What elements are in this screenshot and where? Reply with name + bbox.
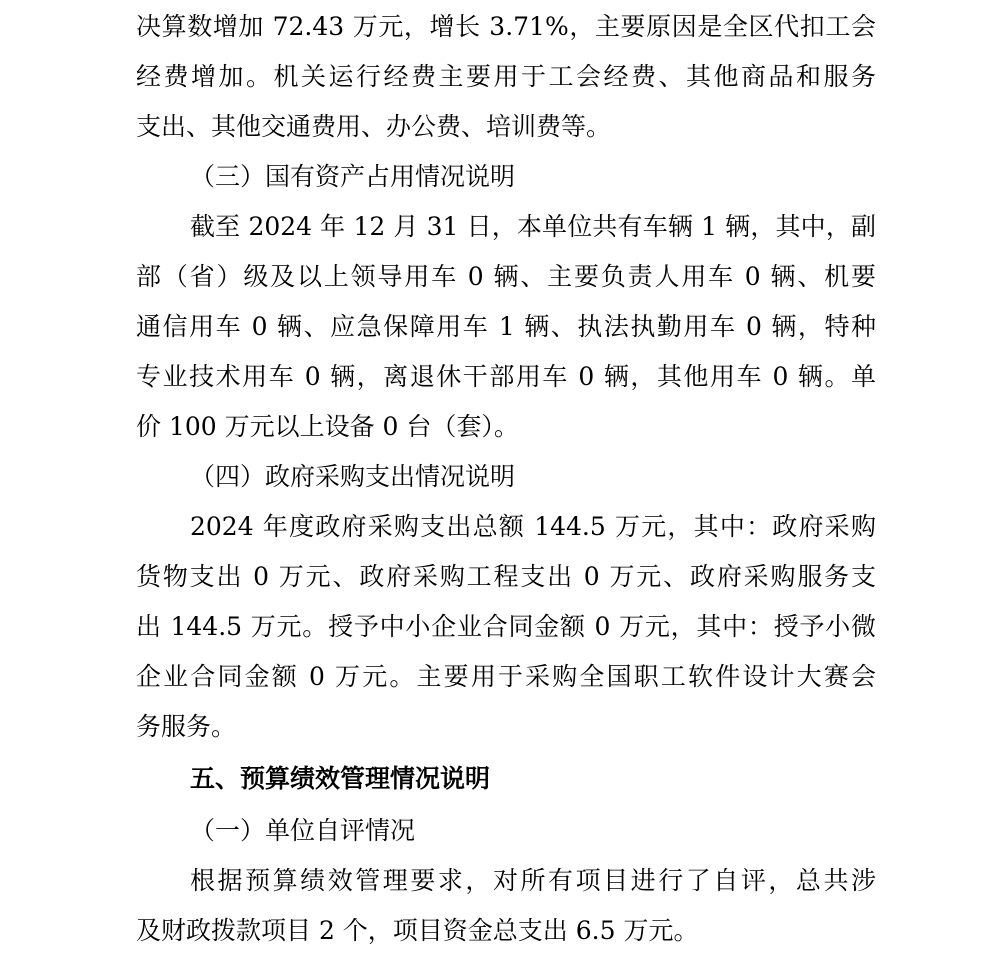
subsection-heading-procurement: （四）政府采购支出情况说明	[190, 462, 516, 491]
paragraph-line: 务服务。	[136, 712, 237, 741]
subsection-heading-self-evaluation: （一）单位自评情况	[190, 816, 416, 845]
paragraph-line: 及财政拨款项目 2 个，项目资金总支出 6.5 万元。	[136, 916, 699, 945]
paragraph-line: 企业合同金额 0 万元。主要用于采购全国职工软件设计大赛会	[136, 662, 876, 691]
paragraph-line: 通信用车 0 辆、应急保障用车 1 辆、执法执勤用车 0 辆，特种	[136, 312, 876, 341]
subsection-heading-assets: （三）国有资产占用情况说明	[190, 162, 516, 191]
paragraph-line: 根据预算绩效管理要求，对所有项目进行了自评，总共涉	[190, 866, 876, 895]
paragraph-line: 价 100 万元以上设备 0 台（套）。	[136, 412, 519, 441]
paragraph-line: 部（省）级及以上领导用车 0 辆、主要负责人用车 0 辆、机要	[136, 262, 876, 291]
paragraph-line: 货物支出 0 万元、政府采购工程支出 0 万元、政府采购服务支	[136, 562, 876, 591]
section-heading-performance: 五、预算绩效管理情况说明	[190, 764, 491, 793]
paragraph-line: 专业技术用车 0 辆，离退休干部用车 0 辆，其他用车 0 辆。单	[136, 362, 876, 391]
paragraph-line: 出 144.5 万元。授予中小企业合同金额 0 万元，其中：授予小微	[136, 612, 876, 641]
paragraph-line: 2024 年度政府采购支出总额 144.5 万元，其中：政府采购	[190, 512, 876, 541]
paragraph-line: 经费增加。机关运行经费主要用于工会经费、其他商品和服务	[136, 62, 876, 91]
paragraph-line: 支出、其他交通费用、办公费、培训费等。	[136, 112, 612, 141]
paragraph-line: 决算数增加 72.43 万元，增长 3.71%，主要原因是全区代扣工会	[136, 12, 876, 41]
paragraph-line: 截至 2024 年 12 月 31 日，本单位共有车辆 1 辆，其中，副	[190, 212, 876, 241]
